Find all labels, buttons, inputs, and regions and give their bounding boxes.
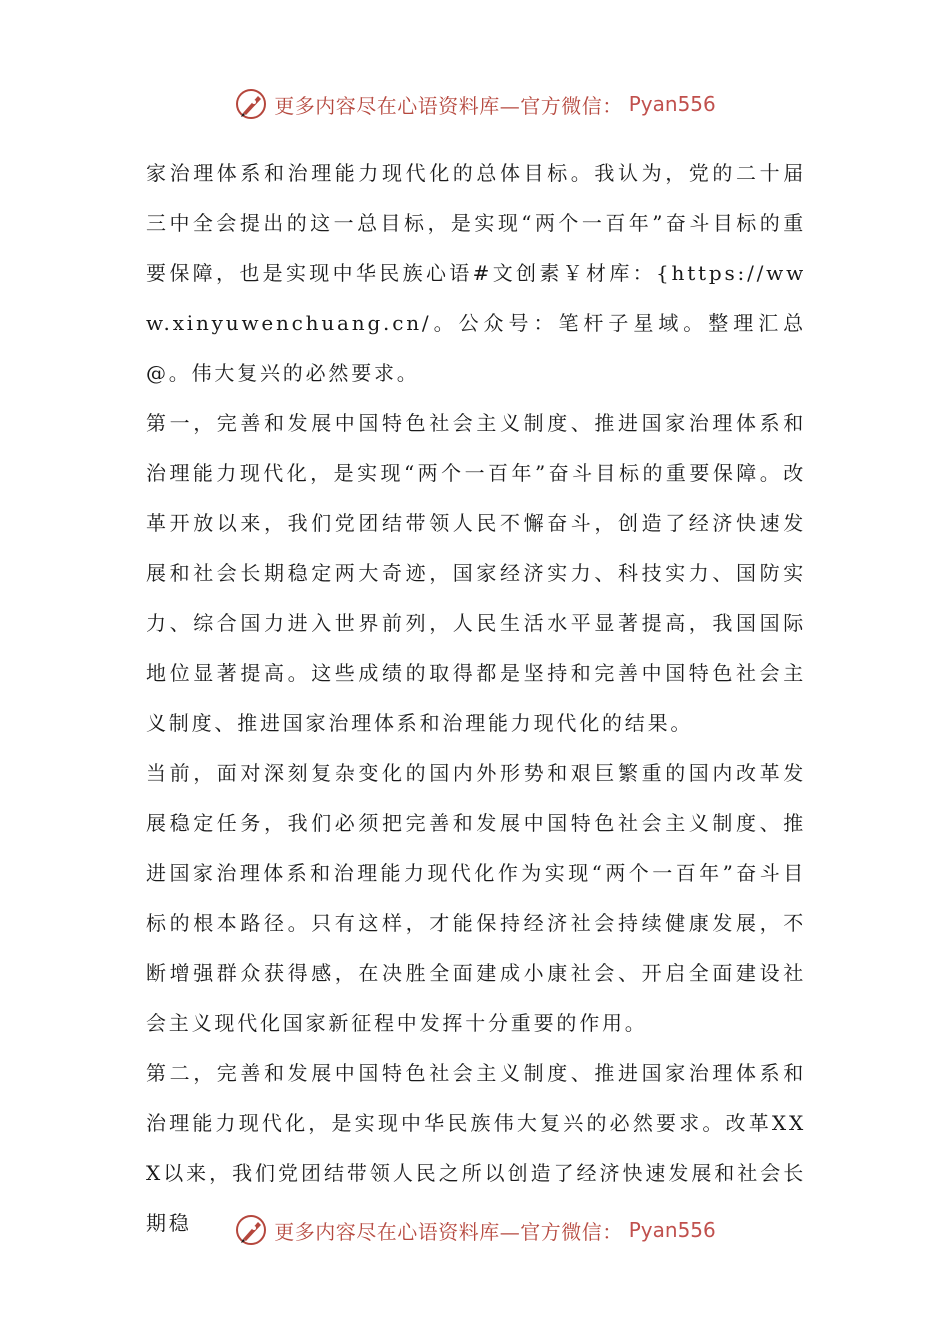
- paragraph: 家治理体系和治理能力现代化的总体目标。我认为，党的二十届三中全会提出的这一总目标，是实现“两个一百年”奋斗目标的重要保障，也是实现中华民族心语#文创素￥材库：{https://www.xinyuwenchuang.cn/。公众号：笔杆子星域。整理汇总@。伟大复兴的必然要求。: [146, 161, 806, 385]
- footer-banner: [0, 1210, 950, 1250]
- wechat-id: Pyan556: [628, 1218, 716, 1242]
- header-banner: [0, 84, 950, 124]
- paragraph: 当前，面对深刻复杂变化的国内外形势和艰巨繁重的国内改革发展稳定任务，我们必须把完善和发展中国特色社会主义制度、推进国家治理体系和治理能力现代化作为实现“两个一百年”奋斗目标的根本路径。只有这样，才能保持经济社会持续健康发展，不断增强群众获得感，在决胜全面建成小康社会、开启全面建设社会主义现代化国家新征程中发挥十分重要的作用。: [146, 761, 806, 1035]
- paragraph: 第一，完善和发展中国特色社会主义制度、推进国家治理体系和治理能力现代化，是实现“两个一百年”奋斗目标的重要保障。改革开放以来，我们党团结带领人民不懈奋斗，创造了经济快速发展和社会长期稳定两大奇迹，国家经济实力、科技实力、国防实力、综合国力进入世界前列，人民生活水平显著提高，我国国际地位显著提高。这些成绩的取得都是坚持和完善中国特色社会主义制度、推进国家治理体系和治理能力现代化的结果。: [146, 411, 806, 735]
- banner-text: 更多内容尽在心语资料库—官方微信：: [274, 1219, 623, 1244]
- pen-circle-logo-icon: [234, 1213, 268, 1247]
- document-body: [146, 148, 806, 1248]
- wechat-id: Pyan556: [628, 92, 716, 116]
- paragraph: 第二，完善和发展中国特色社会主义制度、推进国家治理体系和治理能力现代化，是实现中华民族伟大复兴的必然要求。改革XXX以来，我们党团结带领人民之所以创造了经济快速发展和社会长期稳: [146, 1061, 806, 1235]
- banner-text: 更多内容尽在心语资料库—官方微信：: [274, 93, 623, 118]
- pen-circle-logo-icon: [234, 87, 268, 121]
